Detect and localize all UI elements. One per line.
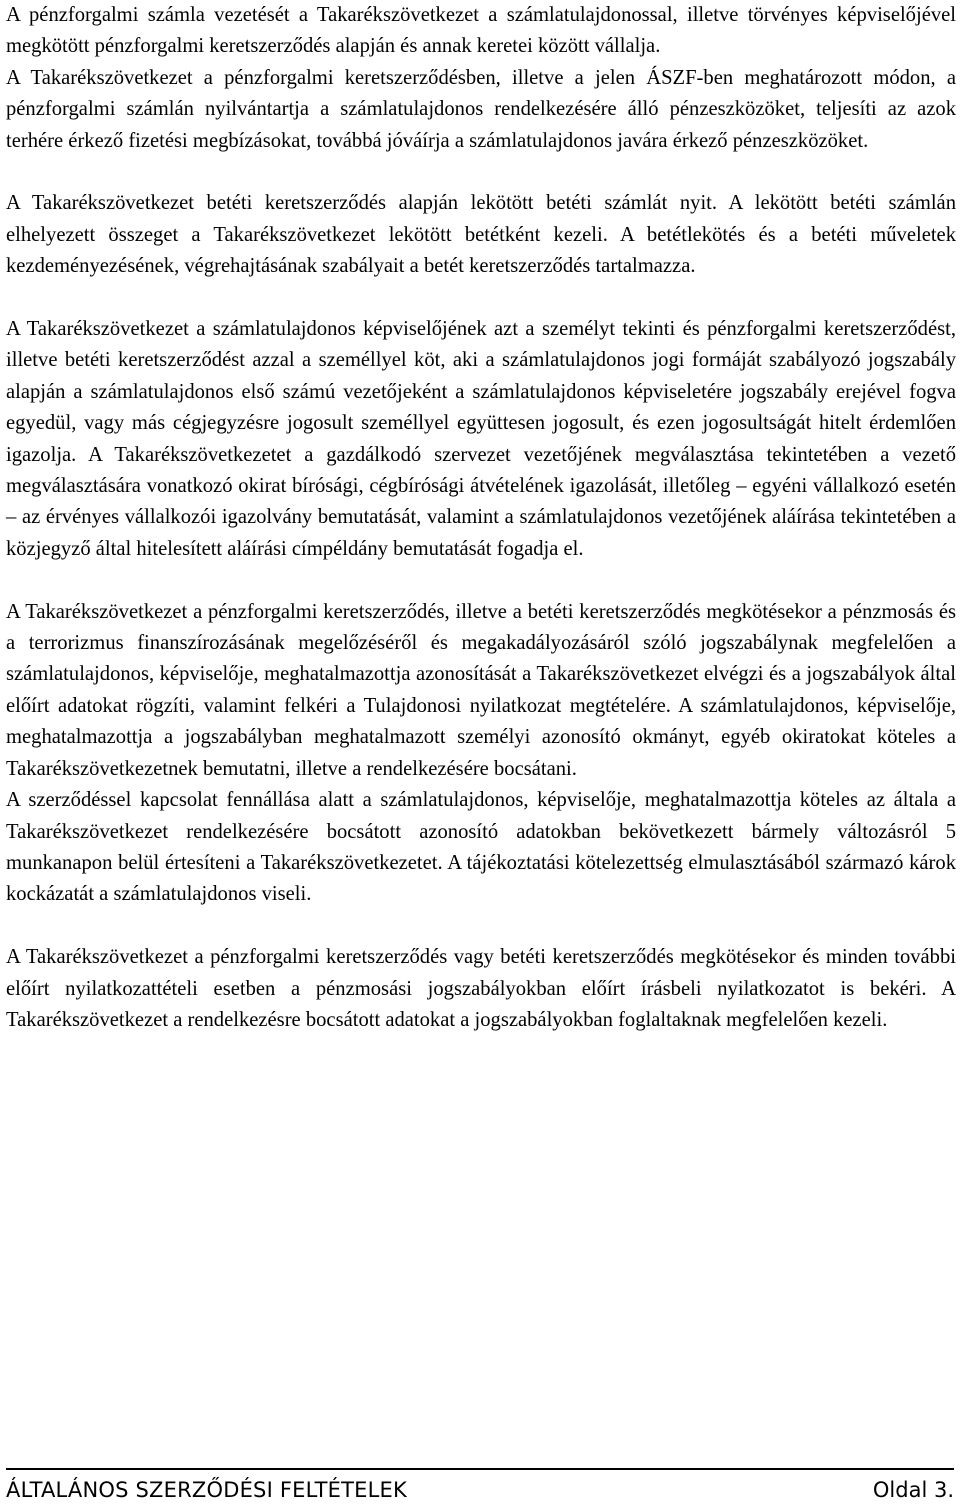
paragraph-data-changes: A szerződéssel kapcsolat fennállása alatt a számlatulajdonos, képviselője, meghatalmazottja köteles az általa a Takarékszövetkezet rendelkezésére bocsátott azonosító adatokban bekövetkezett bármely változásról 5 munkanapon belül értesíteni a Takarékszövetkezetet. A tájékoztatási kötelezettség elmulasztásából származó károk kockázatát a számlatulajdonos viseli.: [6, 789, 956, 906]
page-number: Oldal 3.: [872, 1478, 954, 1502]
paragraph-declarations: A Takarékszövetkezet a pénzforgalmi keretszerződés vagy betéti keretszerződés megkötésekor és minden további előírt nyilatkozattételi esetben a pénzmosási jogszabályokban előírt írásbeli nyilatkozatot is bekéri. A Takarékszövetkezet a rendelkezésre bocsátott adatokat a jogszabályokban foglaltaknak megfelelően kezeli.: [6, 946, 956, 1031]
paragraph-account-operations: A Takarékszövetkezet a pénzforgalmi keretszerződésben, illetve a jelen ÁSZF-ben meghatározott módon, a pénzforgalmi számlán nyilvántartja a számlatulajdonos rendelkezésére álló pénzeszközöket, teljesíti az azok terhére érkező fizetési megbízásokat, továbbá jóváírja a számlatulajdonos javára érkező pénzeszközöket.: [6, 66, 956, 152]
paragraph-fixed-deposit: A Takarékszövetkezet betéti keretszerződés alapján lekötött betéti számlát nyit. A lekötött betéti számlán elhelyezett összeget a Takarékszövetkezet lekötött betétként kezeli. A betétlekötés és a betéti műveletek kezdeményezésének, végrehajtásának szabályait a betét keretszerződés tartalmazza.: [6, 192, 956, 278]
footer-title: ÁLTALÁNOS SZERZŐDÉSI FELTÉTELEK: [6, 1478, 407, 1502]
paragraph-identification: A Takarékszövetkezet a pénzforgalmi keretszerződés, illetve a betéti keretszerződés megkötésekor a pénzmosás és a terrorizmus finanszírozásának megelőzéséről és megakadályozásáról szóló jogszabálynak megfelelően a számlatulajdonos, képviselője, meghatalmazottja azonosítását a Takarékszövetkezet elvégzi és a jogszabályok által előírt adatokat rögzíti, valamint felkéri a Tulajdonosi nyilatkozat megtételére. A számlatulajdonos, képviselője, meghatalmazottja a jogszabályban meghatalmazott személyi azonosító okmányt, egyéb okiratokat köteles a Takarékszövetkezetnek bemutatni, illetve a rendelkezésére bocsátani.: [6, 600, 956, 780]
paragraph-account-management: A pénzforgalmi számla vezetését a Takarékszövetkezet a számlatulajdonossal, illetve törvényes képviselőjével megkötött pénzforgalmi keretszerződés alapján és annak keretei között vállalja.: [6, 4, 956, 58]
document-body: [6, 0, 956, 1036]
page-footer: [6, 1468, 954, 1505]
paragraph-representative: A Takarékszövetkezet a számlatulajdonos képviselőjének azt a személyt tekinti és pénzforgalmi keretszerződést, illetve betéti keretszerződést azzal a személlyel köt, aki a számlatulajdonos jogi formáját szabályozó jogszabály alapján a számlatulajdonos első számú vezetőjeként a számlatulajdonos képviseletére jogszabály erejével fogva egyedül, vagy más cégjegyzésre jogosult személlyel együttesen jogosult, és ezen jogosultságát hitelt érdemlően igazolja. A Takarékszövetkezetet a gazdálkodó szervezet vezetőjének megválasztása tekintetében a vezető megválasztására vonatkozó okirat bírósági, cégbírósági átvételének igazolását, illetőleg – egyéni vállalkozó esetén – az érvényes vállalkozói igazolvány bemutatását, valamint a számlatulajdonos vezetőjének aláírása tekintetében a közjegyző által hitelesített aláírási címpéldány bemutatását fogadja el.: [6, 318, 956, 560]
